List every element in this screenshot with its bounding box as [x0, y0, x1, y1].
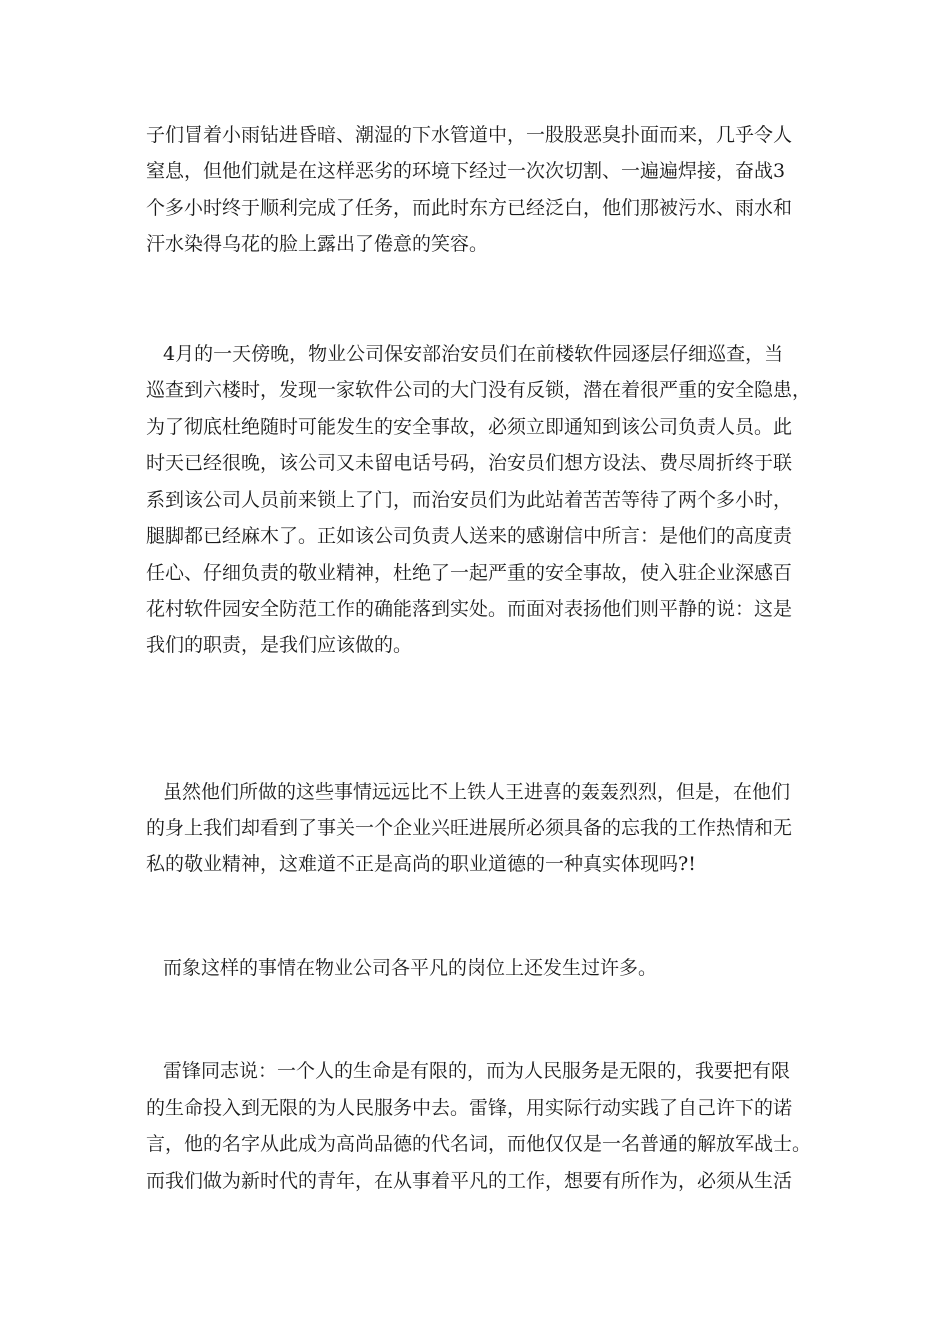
- text-line: 腿脚都已经麻木了。正如该公司负责人送来的感谢信中所言：是他们的高度责: [146, 525, 793, 547]
- text-line: 系到该公司人员前来锁上了门，而治安员们为此站着苦苦等待了两个多小时，: [146, 489, 793, 511]
- text-line: 而象这样的事情在物业公司各平凡的岗位上还发生过许多。: [163, 957, 658, 979]
- text-line: 言，他的名字从此成为高尚品德的代名词，而他仅仅是一名普通的解放军战士。: [146, 1133, 812, 1155]
- text-line: 的生命投入到无限的为人民服务中去。雷锋，用实际行动实践了自己许下的诺: [146, 1097, 793, 1119]
- text-line: 汗水染得乌花的脸上露出了倦意的笑容。: [146, 233, 489, 255]
- text-line: 而我们做为新时代的青年，在从事着平凡的工作，想要有所作为，必须从生活: [146, 1170, 793, 1192]
- text-line: 的身上我们却看到了事关一个企业兴旺进展所必须具备的忘我的工作热情和无: [146, 817, 793, 839]
- text-line: 巡查到六楼时，发现一家软件公司的大门没有反锁，潜在着很严重的安全隐患，: [146, 379, 812, 401]
- text-line: 任心、仔细负责的敬业精神，杜绝了一起严重的安全事故，使入驻企业深感百: [146, 562, 793, 584]
- text-line: 个多小时终于顺利完成了任务，而此时东方已经泛白，他们那被污水、雨水和: [146, 197, 793, 219]
- text-line: 窒息，但他们就是在这样恶劣的环境下经过一次次切割、一遍遍焊接，奋战3: [146, 160, 786, 182]
- text-line: 雷锋同志说：一个人的生命是有限的，而为人民服务是无限的，我要把有限: [163, 1060, 791, 1082]
- text-line: 我们的职责，是我们应该做的。: [146, 634, 413, 656]
- text-line: 为了彻底杜绝随时可能发生的安全事故，必须立即通知到该公司负责人员。此: [146, 416, 793, 438]
- text-line: 4月的一天傍晚，物业公司保安部治安员们在前楼软件园逐层仔细巡查，当: [163, 343, 784, 365]
- text-line: 私的敬业精神，这难道不正是高尚的职业道德的一种真实体现吗?!: [146, 853, 696, 875]
- text-line: 子们冒着小雨钻进昏暗、潮湿的下水管道中，一股股恶臭扑面而来，几乎令人: [146, 124, 793, 146]
- text-line: 花村软件园安全防范工作的确能落到实处。而面对表扬他们则平静的说：这是: [146, 598, 793, 620]
- text-line: 虽然他们所做的这些事情远远比不上铁人王进喜的轰轰烈烈，但是，在他们: [163, 781, 791, 803]
- text-line: 时天已经很晚，该公司又未留电话号码，治安员们想方设法、费尽周折终于联: [146, 452, 793, 474]
